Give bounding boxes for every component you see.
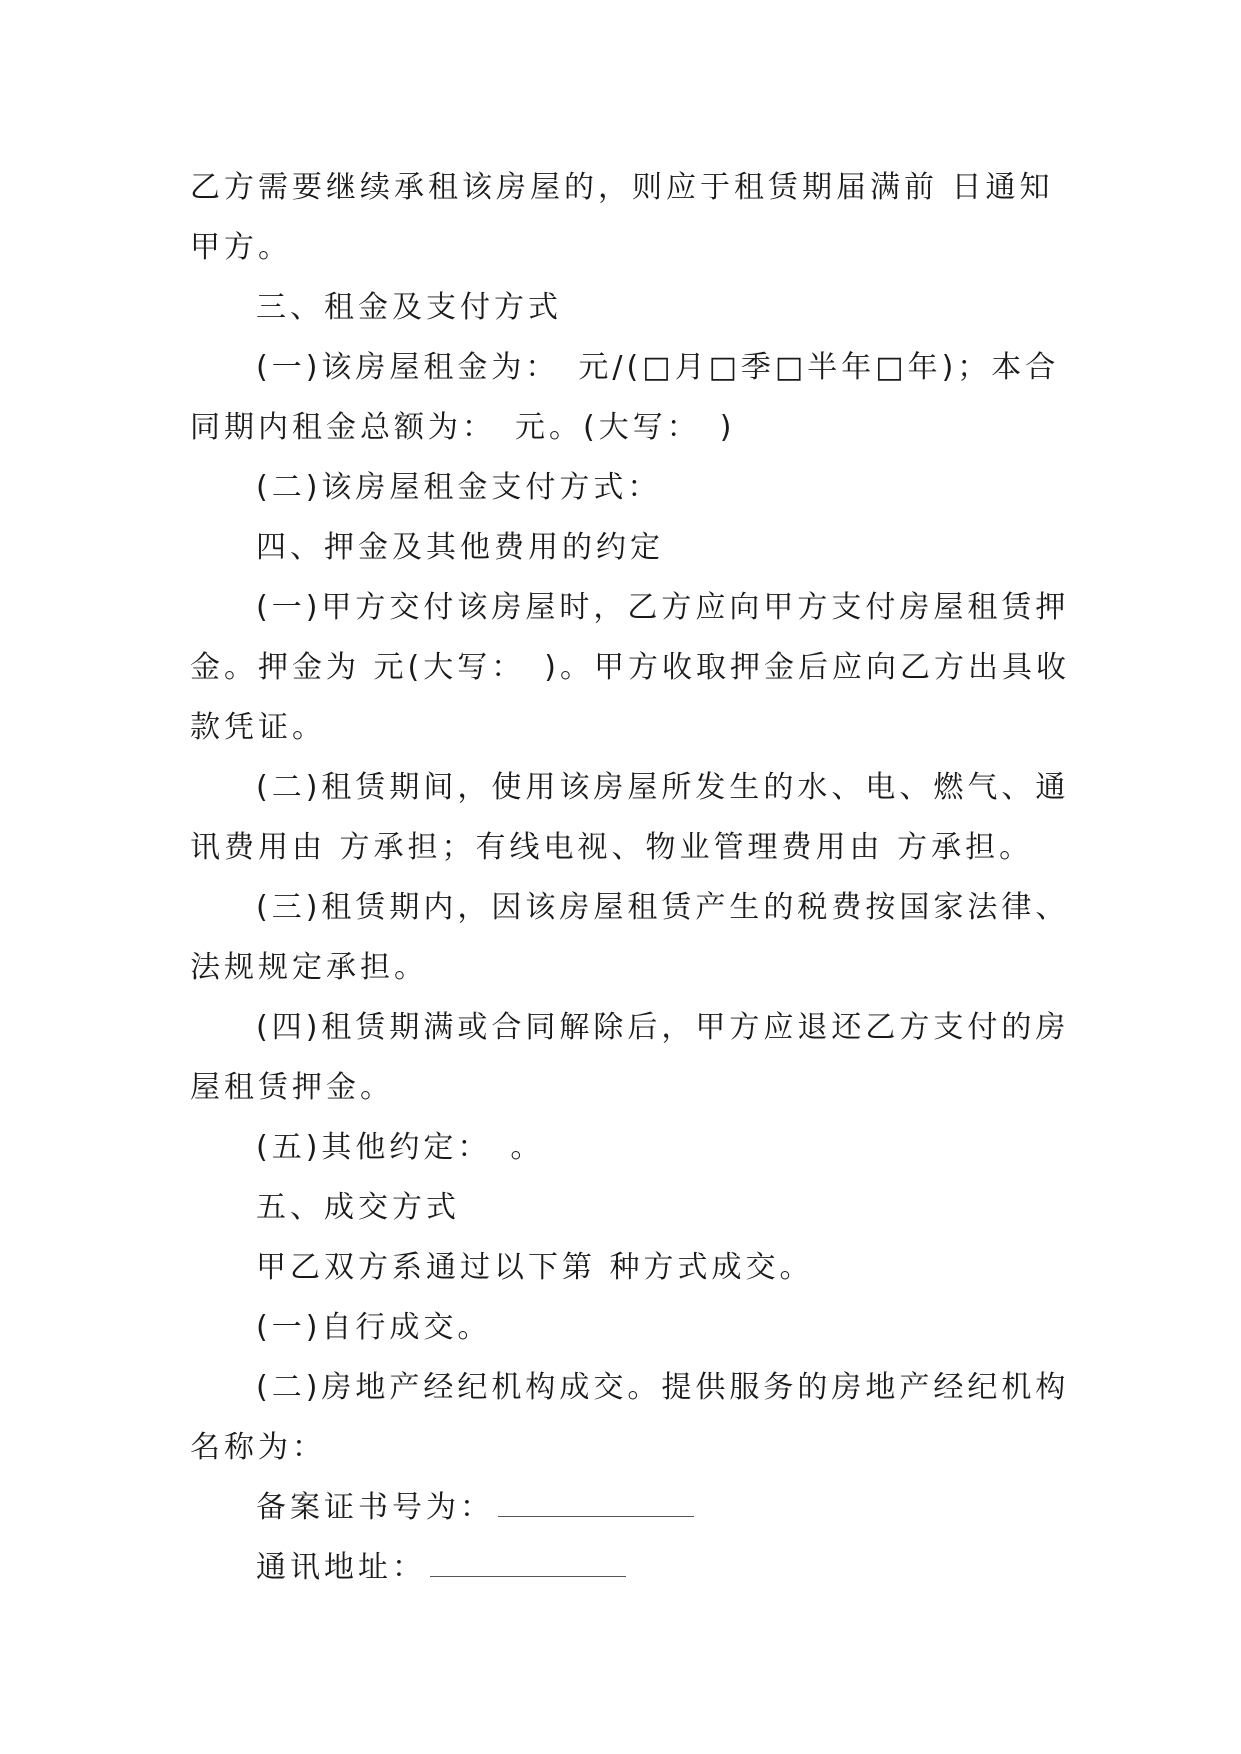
registration-number-blank [498, 1492, 694, 1517]
text-line: (三)租赁期内，因该房屋租赁产生的税费按国家法律、 [256, 890, 1070, 925]
address-row [190, 1538, 1060, 1598]
registration-number-label: 备案证书号为： [256, 1490, 494, 1525]
address-label: 通讯地址： [256, 1550, 426, 1585]
section-heading-transaction: 五、成交方式 [256, 1190, 460, 1225]
text-line: 屋租赁押金。 [190, 1070, 394, 1105]
text-line: (二)房地产经纪机构成交。提供服务的房地产经纪机构 [256, 1370, 1070, 1405]
text-line: 名称为： [190, 1430, 326, 1465]
text-line: 甲乙双方系通过以下第 种方式成交。 [256, 1250, 814, 1285]
text-line: (二)租赁期间，使用该房屋所发生的水、电、燃气、通 [256, 770, 1070, 805]
text-line: (一)甲方交付该房屋时，乙方应向甲方支付房屋租赁押 [256, 590, 1070, 625]
section-heading-deposit: 四、押金及其他费用的约定 [256, 530, 664, 565]
text-line: (四)租赁期满或合同解除后，甲方应退还乙方支付的房 [256, 1010, 1070, 1045]
text-line: (二)该房屋租金支付方式： [256, 470, 662, 505]
address-blank [430, 1552, 626, 1577]
section-heading-rent: 三、租金及支付方式 [256, 290, 562, 325]
text-line: 讯费用由 方承担；有线电视、物业管理费用由 方承担。 [190, 830, 1034, 865]
text-line: 金。押金为 元(大写： )。甲方收取押金后应向乙方出具收 [190, 650, 1070, 685]
text-line: (一)该房屋租金为： 元/(□月□季□半年□年)；本合 [256, 350, 1060, 385]
text-line: 同期内租金总额为： 元。(大写： ) [190, 410, 736, 445]
text-line: 款凭证。 [190, 710, 326, 745]
contract-text [190, 158, 1070, 1598]
registration-number-row [190, 1478, 1060, 1538]
text-line: 甲方。 [190, 230, 292, 265]
text-line: (五)其他约定： 。 [256, 1130, 545, 1165]
text-line: 法规规定承担。 [190, 950, 428, 985]
text-line: (一)自行成交。 [256, 1310, 492, 1345]
text-line: 乙方需要继续承租该房屋的，则应于租赁期届满前 日通知 [190, 170, 1054, 205]
